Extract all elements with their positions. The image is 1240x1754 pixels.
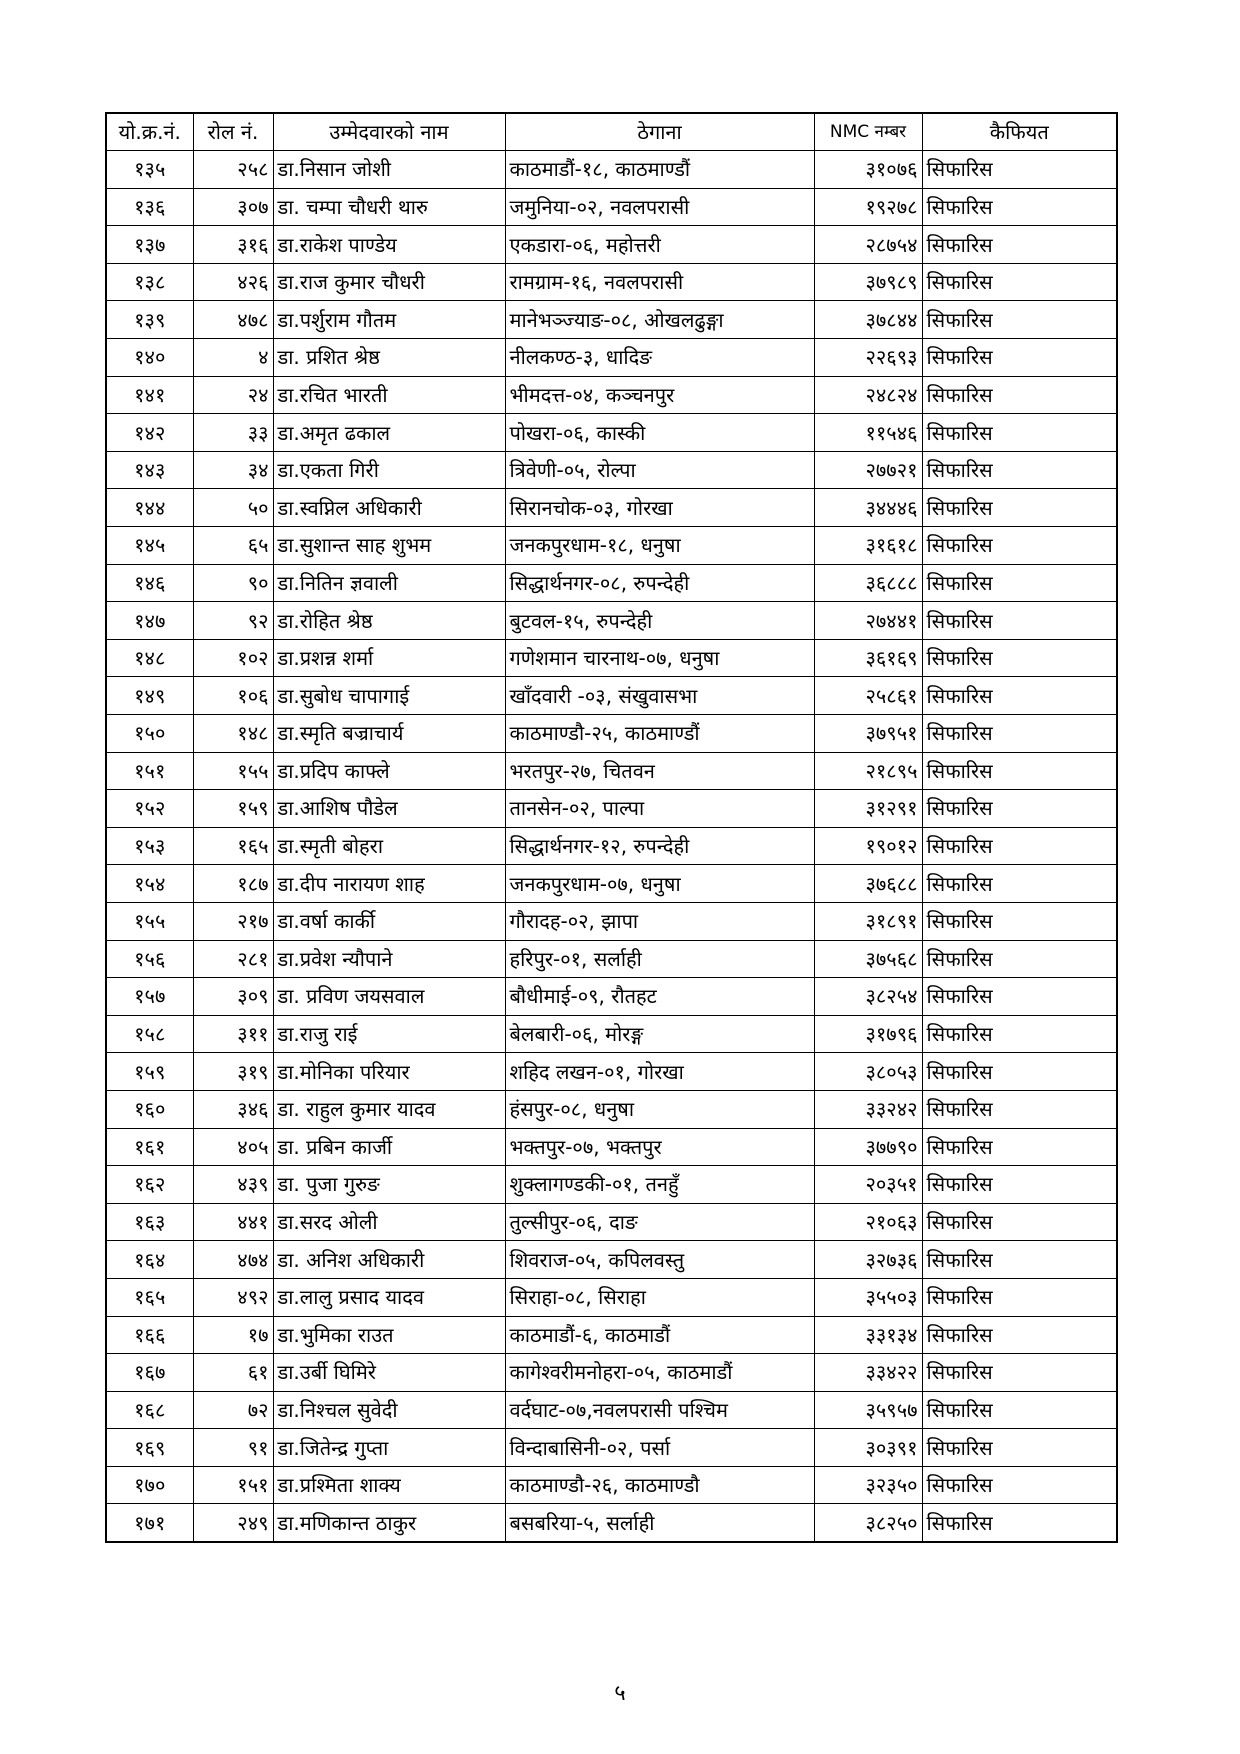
candidate-name-cell: डा.प्रशन्न शर्मा xyxy=(273,639,505,677)
address-cell: तानसेन-०२, पाल्पा xyxy=(505,790,814,828)
candidate-name-cell: डा.एकता गिरी xyxy=(273,451,505,489)
address-cell: भीमदत्त-०४, कञ्चनपुर xyxy=(505,376,814,414)
table-row xyxy=(106,1278,1117,1316)
address-cell: बौधीमाई-०९, रौतहट xyxy=(505,978,814,1016)
header-serial-number: यो.क्र.नं. xyxy=(106,113,193,151)
roll-number-cell: १०२ xyxy=(193,639,273,677)
candidate-name-cell: डा.लालु प्रसाद यादव xyxy=(273,1278,505,1316)
serial-number-cell: १४२ xyxy=(106,414,193,452)
table-row xyxy=(106,339,1117,377)
candidate-name-cell: डा.प्रदिप काफ्ले xyxy=(273,752,505,790)
roll-number-cell: १५१ xyxy=(193,1466,273,1504)
roll-number-cell: १६५ xyxy=(193,827,273,865)
remarks-cell: सिफारिस xyxy=(922,978,1117,1016)
serial-number-cell: १७१ xyxy=(106,1504,193,1542)
candidate-name-cell: डा.राजु राई xyxy=(273,1015,505,1053)
roll-number-cell: ४९२ xyxy=(193,1278,273,1316)
remarks-cell: सिफारिस xyxy=(922,677,1117,715)
header-roll-number: रोल नं. xyxy=(193,113,273,151)
remarks-cell: सिफारिस xyxy=(922,902,1117,940)
address-cell: सिराहा-०८, सिराहा xyxy=(505,1278,814,1316)
address-cell: गणेशमान चारनाथ-०७, धनुषा xyxy=(505,639,814,677)
remarks-cell: सिफारिस xyxy=(922,1429,1117,1467)
roll-number-cell: ६१ xyxy=(193,1354,273,1392)
remarks-cell: सिफारिस xyxy=(922,451,1117,489)
nmc-number-cell: ३५५०३ xyxy=(814,1278,922,1316)
serial-number-cell: १६१ xyxy=(106,1128,193,1166)
serial-number-cell: १५९ xyxy=(106,1053,193,1091)
roll-number-cell: ४३९ xyxy=(193,1166,273,1204)
table-row xyxy=(106,1354,1117,1392)
roll-number-cell: २५८ xyxy=(193,151,273,189)
candidate-name-cell: डा.सरद ओली xyxy=(273,1203,505,1241)
table-header xyxy=(106,113,1117,151)
roll-number-cell: १८७ xyxy=(193,865,273,903)
table-body xyxy=(106,151,1117,1542)
remarks-cell: सिफारिस xyxy=(922,1391,1117,1429)
candidate-name-cell: डा.उर्बी घिमिरे xyxy=(273,1354,505,1392)
candidate-name-cell: डा.स्मृति बज्राचार्य xyxy=(273,715,505,753)
address-cell: शिवराज-०५, कपिलवस्तु xyxy=(505,1241,814,1279)
nmc-number-cell: ३३१३४ xyxy=(814,1316,922,1354)
roll-number-cell: १५५ xyxy=(193,752,273,790)
nmc-number-cell: ११५४६ xyxy=(814,414,922,452)
serial-number-cell: १५६ xyxy=(106,940,193,978)
roll-number-cell: ४२६ xyxy=(193,263,273,301)
roll-number-cell: ३१६ xyxy=(193,226,273,264)
address-cell: विन्दाबासिनी-०२, पर्सा xyxy=(505,1429,814,1467)
serial-number-cell: १५४ xyxy=(106,865,193,903)
serial-number-cell: १४१ xyxy=(106,376,193,414)
remarks-cell: सिफारिस xyxy=(922,865,1117,903)
table-row xyxy=(106,1203,1117,1241)
table-row xyxy=(106,1015,1117,1053)
candidate-name-cell: डा.नितिन ज्ञवाली xyxy=(273,564,505,602)
roll-number-cell: १०६ xyxy=(193,677,273,715)
roll-number-cell: २८१ xyxy=(193,940,273,978)
table-row xyxy=(106,1053,1117,1091)
nmc-number-cell: ३६१६९ xyxy=(814,639,922,677)
remarks-cell: सिफारिस xyxy=(922,752,1117,790)
roll-number-cell: ४७८ xyxy=(193,301,273,339)
remarks-cell: सिफारिस xyxy=(922,1504,1117,1542)
address-cell: हंसपुर-०८, धनुषा xyxy=(505,1090,814,1128)
nmc-number-cell: २०३५१ xyxy=(814,1166,922,1204)
header-remarks: कैफियत xyxy=(922,113,1117,151)
nmc-number-cell: ३७७९० xyxy=(814,1128,922,1166)
candidate-name-cell: डा.निसान जोशी xyxy=(273,151,505,189)
candidate-name-cell: डा. चम्पा चौधरी थारु xyxy=(273,188,505,226)
candidate-name-cell: डा.सुबोध चापागाई xyxy=(273,677,505,715)
remarks-cell: सिफारिस xyxy=(922,376,1117,414)
address-cell: खाँदवारी -०३, संखुवासभा xyxy=(505,677,814,715)
remarks-cell: सिफारिस xyxy=(922,1241,1117,1279)
address-cell: रामग्राम-१६, नवलपरासी xyxy=(505,263,814,301)
nmc-number-cell: ३१७९६ xyxy=(814,1015,922,1053)
remarks-cell: सिफारिस xyxy=(922,940,1117,978)
nmc-number-cell: ३१६१८ xyxy=(814,527,922,565)
address-cell: पोखरा-०६, कास्की xyxy=(505,414,814,452)
nmc-number-cell: ३७९५१ xyxy=(814,715,922,753)
header-nmc-number: NMC नम्बर xyxy=(814,113,922,151)
serial-number-cell: १५७ xyxy=(106,978,193,1016)
table-row xyxy=(106,263,1117,301)
serial-number-cell: १६० xyxy=(106,1090,193,1128)
table-row xyxy=(106,940,1117,978)
serial-number-cell: १५८ xyxy=(106,1015,193,1053)
nmc-number-cell: २७७२१ xyxy=(814,451,922,489)
candidate-name-cell: डा. पुजा गुरुङ xyxy=(273,1166,505,1204)
roll-number-cell: ३३ xyxy=(193,414,273,452)
table-row xyxy=(106,451,1117,489)
serial-number-cell: १५५ xyxy=(106,902,193,940)
address-cell: सिद्धार्थनगर-१२, रुपन्देही xyxy=(505,827,814,865)
serial-number-cell: १५० xyxy=(106,715,193,753)
serial-number-cell: १३७ xyxy=(106,226,193,264)
serial-number-cell: १४८ xyxy=(106,639,193,677)
nmc-number-cell: ३७५६८ xyxy=(814,940,922,978)
serial-number-cell: १५१ xyxy=(106,752,193,790)
remarks-cell: सिफारिस xyxy=(922,301,1117,339)
address-cell: बेलबारी-०६, मोरङ्ग xyxy=(505,1015,814,1053)
candidate-name-cell: डा.मणिकान्त ठाकुर xyxy=(273,1504,505,1542)
roll-number-cell: १५९ xyxy=(193,790,273,828)
remarks-cell: सिफारिस xyxy=(922,1354,1117,1392)
nmc-number-cell: ३८२५० xyxy=(814,1504,922,1542)
address-cell: सिद्धार्थनगर-०८, रुपन्देही xyxy=(505,564,814,602)
roll-number-cell: २४९ xyxy=(193,1504,273,1542)
candidate-name-cell: डा.राकेश पाण्डेय xyxy=(273,226,505,264)
table-row xyxy=(106,1429,1117,1467)
serial-number-cell: १४६ xyxy=(106,564,193,602)
roll-number-cell: ३११ xyxy=(193,1015,273,1053)
nmc-number-cell: २८७५४ xyxy=(814,226,922,264)
roll-number-cell: २१७ xyxy=(193,902,273,940)
address-cell: त्रिवेणी-०५, रोल्पा xyxy=(505,451,814,489)
candidate-name-cell: डा.राज कुमार चौधरी xyxy=(273,263,505,301)
header-candidate-name: उम्मेदवारको नाम xyxy=(273,113,505,151)
serial-number-cell: १६८ xyxy=(106,1391,193,1429)
candidate-table xyxy=(105,112,1118,1543)
serial-number-cell: १४३ xyxy=(106,451,193,489)
nmc-number-cell: ३७८४४ xyxy=(814,301,922,339)
remarks-cell: सिफारिस xyxy=(922,1466,1117,1504)
address-cell: जनकपुरधाम-१८, धनुषा xyxy=(505,527,814,565)
roll-number-cell: ४४१ xyxy=(193,1203,273,1241)
nmc-number-cell: १९०१२ xyxy=(814,827,922,865)
address-cell: मानेभञ्ज्याङ-०८, ओखलढुङ्गा xyxy=(505,301,814,339)
table-row xyxy=(106,865,1117,903)
address-cell: काठमाडौं-१८, काठमाण्डौं xyxy=(505,151,814,189)
serial-number-cell: १४५ xyxy=(106,527,193,565)
address-cell: नीलकण्ठ-३, धादिङ xyxy=(505,339,814,377)
nmc-number-cell: ३८०५३ xyxy=(814,1053,922,1091)
candidate-name-cell: डा.आशिष पौडेल xyxy=(273,790,505,828)
address-cell: जमुनिया-०२, नवलपरासी xyxy=(505,188,814,226)
serial-number-cell: १४० xyxy=(106,339,193,377)
address-cell: भरतपुर-२७, चितवन xyxy=(505,752,814,790)
roll-number-cell: ५० xyxy=(193,489,273,527)
roll-number-cell: ९० xyxy=(193,564,273,602)
serial-number-cell: १४७ xyxy=(106,602,193,640)
remarks-cell: सिफारिस xyxy=(922,151,1117,189)
candidate-name-cell: डा.भुमिका राउत xyxy=(273,1316,505,1354)
table-row xyxy=(106,564,1117,602)
table-row xyxy=(106,827,1117,865)
serial-number-cell: १३८ xyxy=(106,263,193,301)
serial-number-cell: १३९ xyxy=(106,301,193,339)
address-cell: सिरानचोक-०३, गोरखा xyxy=(505,489,814,527)
remarks-cell: सिफारिस xyxy=(922,188,1117,226)
table-row xyxy=(106,527,1117,565)
candidate-name-cell: डा.जितेन्द्र गुप्ता xyxy=(273,1429,505,1467)
table-row xyxy=(106,1241,1117,1279)
nmc-number-cell: ३६८८८ xyxy=(814,564,922,602)
candidate-name-cell: डा.स्वप्निल अधिकारी xyxy=(273,489,505,527)
serial-number-cell: १६३ xyxy=(106,1203,193,1241)
address-cell: शहिद लखन-०१, गोरखा xyxy=(505,1053,814,1091)
table-row xyxy=(106,1090,1117,1128)
remarks-cell: सिफारिस xyxy=(922,1128,1117,1166)
address-cell: शुक्लागण्डकी-०१, तनहुँ xyxy=(505,1166,814,1204)
roll-number-cell: ३१९ xyxy=(193,1053,273,1091)
nmc-number-cell: ३८२५४ xyxy=(814,978,922,1016)
nmc-number-cell: २१८९५ xyxy=(814,752,922,790)
remarks-cell: सिफारिस xyxy=(922,1166,1117,1204)
remarks-cell: सिफारिस xyxy=(922,489,1117,527)
table-row xyxy=(106,301,1117,339)
table-row xyxy=(106,752,1117,790)
nmc-number-cell: २४८२४ xyxy=(814,376,922,414)
roll-number-cell: ९२ xyxy=(193,602,273,640)
nmc-number-cell: ३१०७६ xyxy=(814,151,922,189)
candidate-name-cell: डा.मोनिका परियार xyxy=(273,1053,505,1091)
table-row xyxy=(106,1504,1117,1542)
candidate-name-cell: डा.निश्चल सुवेदी xyxy=(273,1391,505,1429)
candidate-name-cell: डा.रचित भारती xyxy=(273,376,505,414)
roll-number-cell: ४०५ xyxy=(193,1128,273,1166)
remarks-cell: सिफारिस xyxy=(922,1015,1117,1053)
candidate-name-cell: डा. प्रविण जयसवाल xyxy=(273,978,505,1016)
header-address: ठेगाना xyxy=(505,113,814,151)
serial-number-cell: १६२ xyxy=(106,1166,193,1204)
table-row xyxy=(106,151,1117,189)
address-cell: काठमाण्डौ-२५, काठमाण्डौं xyxy=(505,715,814,753)
nmc-number-cell: ३०३९१ xyxy=(814,1429,922,1467)
nmc-number-cell: ३१८९१ xyxy=(814,902,922,940)
candidate-name-cell: डा. प्रशित श्रेष्ठ xyxy=(273,339,505,377)
remarks-cell: सिफारिस xyxy=(922,1316,1117,1354)
remarks-cell: सिफारिस xyxy=(922,827,1117,865)
serial-number-cell: १६४ xyxy=(106,1241,193,1279)
serial-number-cell: १४९ xyxy=(106,677,193,715)
candidate-name-cell: डा.वर्षा कार्की xyxy=(273,902,505,940)
roll-number-cell: ४ xyxy=(193,339,273,377)
address-cell: काठमाडौं-६, काठमाडौं xyxy=(505,1316,814,1354)
nmc-number-cell: ३७६८८ xyxy=(814,865,922,903)
serial-number-cell: १३५ xyxy=(106,151,193,189)
nmc-number-cell: ३१२९१ xyxy=(814,790,922,828)
serial-number-cell: १५३ xyxy=(106,827,193,865)
serial-number-cell: १७० xyxy=(106,1466,193,1504)
remarks-cell: सिफारिस xyxy=(922,602,1117,640)
roll-number-cell: ३०७ xyxy=(193,188,273,226)
remarks-cell: सिफारिस xyxy=(922,226,1117,264)
remarks-cell: सिफारिस xyxy=(922,339,1117,377)
candidate-name-cell: डा.रोहित श्रेष्ठ xyxy=(273,602,505,640)
table-row xyxy=(106,226,1117,264)
candidate-name-cell: डा.स्मृती बोहरा xyxy=(273,827,505,865)
nmc-number-cell: ३२३५० xyxy=(814,1466,922,1504)
remarks-cell: सिफारिस xyxy=(922,1090,1117,1128)
table-row xyxy=(106,1391,1117,1429)
address-cell: बुटवल-१५, रुपन्देही xyxy=(505,602,814,640)
roll-number-cell: ६५ xyxy=(193,527,273,565)
table-row xyxy=(106,790,1117,828)
serial-number-cell: १६७ xyxy=(106,1354,193,1392)
remarks-cell: सिफारिस xyxy=(922,715,1117,753)
roll-number-cell: ९१ xyxy=(193,1429,273,1467)
candidate-name-cell: डा. प्रबिन कार्जी xyxy=(273,1128,505,1166)
nmc-number-cell: ३५९५७ xyxy=(814,1391,922,1429)
table-row xyxy=(106,902,1117,940)
address-cell: हरिपुर-०१, सर्लाही xyxy=(505,940,814,978)
table-row xyxy=(106,978,1117,1016)
roll-number-cell: १४८ xyxy=(193,715,273,753)
candidate-name-cell: डा. अनिश अधिकारी xyxy=(273,1241,505,1279)
remarks-cell: सिफारिस xyxy=(922,639,1117,677)
serial-number-cell: १६६ xyxy=(106,1316,193,1354)
table-row xyxy=(106,1466,1117,1504)
candidate-name-cell: डा. राहुल कुमार यादव xyxy=(273,1090,505,1128)
table-row xyxy=(106,376,1117,414)
candidate-name-cell: डा.सुशान्त साह शुभम xyxy=(273,527,505,565)
address-cell: गौरादह-०२, झापा xyxy=(505,902,814,940)
nmc-number-cell: ३३४२२ xyxy=(814,1354,922,1392)
address-cell: तुल्सीपुर-०६, दाङ xyxy=(505,1203,814,1241)
nmc-number-cell: १९२७८ xyxy=(814,188,922,226)
address-cell: एकडारा-०६, महोत्तरी xyxy=(505,226,814,264)
remarks-cell: सिफारिस xyxy=(922,1278,1117,1316)
nmc-number-cell: ३४४४६ xyxy=(814,489,922,527)
table-row xyxy=(106,1166,1117,1204)
address-cell: बसबरिया-५, सर्लाही xyxy=(505,1504,814,1542)
address-cell: जनकपुरधाम-०७, धनुषा xyxy=(505,865,814,903)
table-row xyxy=(106,639,1117,677)
serial-number-cell: १३६ xyxy=(106,188,193,226)
remarks-cell: सिफारिस xyxy=(922,527,1117,565)
header-row xyxy=(106,113,1117,151)
table-row xyxy=(106,1128,1117,1166)
table-row xyxy=(106,677,1117,715)
nmc-number-cell: ३७९८९ xyxy=(814,263,922,301)
nmc-number-cell: २१०६३ xyxy=(814,1203,922,1241)
remarks-cell: सिफारिस xyxy=(922,564,1117,602)
candidate-name-cell: डा.पर्शुराम गौतम xyxy=(273,301,505,339)
address-cell: वर्दघाट-०७,नवलपरासी पश्चिम xyxy=(505,1391,814,1429)
roll-number-cell: ३४६ xyxy=(193,1090,273,1128)
nmc-number-cell: २५८६१ xyxy=(814,677,922,715)
roll-number-cell: ४७४ xyxy=(193,1241,273,1279)
table-row xyxy=(106,489,1117,527)
remarks-cell: सिफारिस xyxy=(922,790,1117,828)
remarks-cell: सिफारिस xyxy=(922,263,1117,301)
nmc-number-cell: २७४४१ xyxy=(814,602,922,640)
nmc-number-cell: २२६९३ xyxy=(814,339,922,377)
address-cell: कागेश्वरीमनोहरा-०५, काठमाडौं xyxy=(505,1354,814,1392)
address-cell: भक्तपुर-०७, भक्तपुर xyxy=(505,1128,814,1166)
candidate-name-cell: डा.प्रश्मिता शाक्य xyxy=(273,1466,505,1504)
roll-number-cell: २४ xyxy=(193,376,273,414)
table-row xyxy=(106,715,1117,753)
serial-number-cell: १६९ xyxy=(106,1429,193,1467)
roll-number-cell: ३०९ xyxy=(193,978,273,1016)
table-row xyxy=(106,1316,1117,1354)
serial-number-cell: १४४ xyxy=(106,489,193,527)
table-row xyxy=(106,414,1117,452)
roll-number-cell: १७ xyxy=(193,1316,273,1354)
address-cell: काठमाण्डौ-२६, काठमाण्डौ xyxy=(505,1466,814,1504)
nmc-number-cell: ३३२४२ xyxy=(814,1090,922,1128)
remarks-cell: सिफारिस xyxy=(922,1053,1117,1091)
serial-number-cell: १६५ xyxy=(106,1278,193,1316)
page-number: ५ xyxy=(614,1681,626,1706)
table-row xyxy=(106,188,1117,226)
table-row xyxy=(106,602,1117,640)
candidate-name-cell: डा.अमृत ढकाल xyxy=(273,414,505,452)
remarks-cell: सिफारिस xyxy=(922,414,1117,452)
remarks-cell: सिफारिस xyxy=(922,1203,1117,1241)
candidate-name-cell: डा.दीप नारायण शाह xyxy=(273,865,505,903)
roll-number-cell: ३४ xyxy=(193,451,273,489)
roll-number-cell: ७२ xyxy=(193,1391,273,1429)
serial-number-cell: १५२ xyxy=(106,790,193,828)
nmc-number-cell: ३२७३६ xyxy=(814,1241,922,1279)
candidate-name-cell: डा.प्रवेश न्यौपाने xyxy=(273,940,505,978)
